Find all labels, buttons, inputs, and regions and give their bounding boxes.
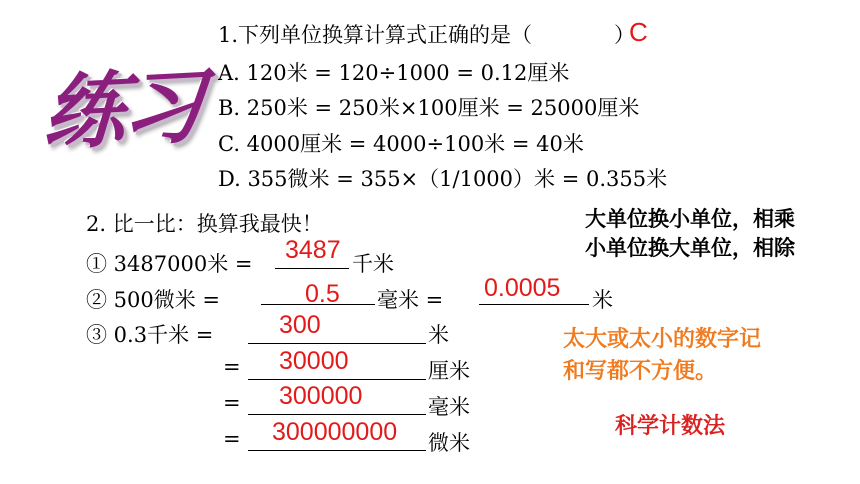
item2-unit2: 米	[592, 288, 613, 312]
scientific-notation-label: 科学计数法	[615, 414, 726, 439]
question2-prompt: 2. 比一比：换算我最快！	[86, 212, 323, 236]
option-b: B. 250米 = 250米×100厘米 = 25000厘米	[218, 96, 640, 120]
rule-multiply: 大单位换小单位，相乘	[585, 207, 795, 231]
item3-row1-unit: 米	[428, 323, 449, 347]
item3-row3-unit: 毫米	[428, 395, 470, 419]
item1-answer: 3487	[285, 236, 341, 264]
item3-row4-answer: 300000000	[272, 418, 398, 446]
item3-row4-eq: =	[223, 427, 241, 451]
rule-divide: 小单位换大单位，相除	[585, 236, 795, 260]
item2-answer1: 0.5	[305, 280, 340, 308]
item3-row2-eq: =	[223, 355, 241, 379]
item3-row1-answer: 300	[279, 311, 321, 339]
item1-unit: 千米	[352, 252, 394, 276]
option-a: A. 120米 = 120÷1000 = 0.12厘米	[218, 61, 570, 85]
option-c: C. 4000厘米 = 4000÷100米 = 40米	[218, 132, 584, 156]
item3-row2-unit: 厘米	[428, 359, 470, 383]
exercise-title-logo: 练习	[40, 58, 203, 163]
question1-prompt-text: 1.下列单位换算计算式正确的是（	[218, 23, 533, 47]
item3-row4-unit: 微米	[428, 431, 470, 455]
item2-label: ② 500微米 =	[86, 288, 221, 312]
item3-row1-blank	[248, 323, 426, 344]
item2-unit1: 毫米 =	[377, 288, 444, 312]
item2-answer2: 0.0005	[484, 274, 561, 302]
item3-row3-answer: 300000	[279, 382, 363, 410]
item3-row2-answer: 30000	[279, 347, 349, 375]
note-line1: 太大或太小的数字记	[563, 327, 762, 352]
question1-prompt	[218, 19, 635, 49]
item3-label: ③ 0.3千米 =	[86, 323, 214, 347]
question1-answer: C	[629, 17, 648, 47]
item1-label: ① 3487000米 =	[86, 252, 253, 276]
item3-row3-eq: =	[223, 391, 241, 415]
option-d: D. 355微米 = 355×（1/1000）米 = 0.355米	[218, 167, 668, 191]
note-line2: 和写都不方便。	[563, 359, 718, 384]
question1-prompt-end: ）	[614, 23, 636, 47]
